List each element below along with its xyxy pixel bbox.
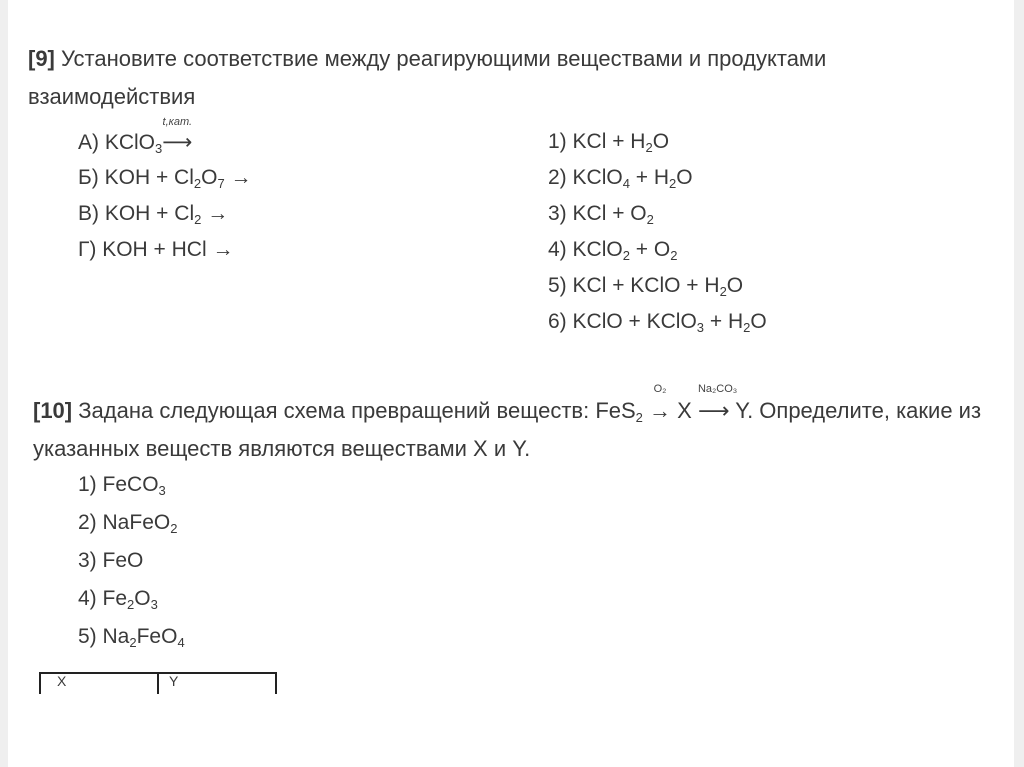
q9-left-item-label: Г) bbox=[78, 238, 103, 261]
q9-left-item bbox=[78, 202, 228, 226]
q9-left-item-formula: KOH + $Cl_2$ → bbox=[104, 202, 229, 227]
q10-arrow1-label: O₂ bbox=[653, 383, 667, 395]
answer-table bbox=[39, 672, 277, 694]
q10-title-line1 bbox=[33, 383, 982, 426]
q9-right-item bbox=[548, 274, 743, 298]
q9-right-item-label: 4) bbox=[548, 238, 573, 261]
q9-right-item bbox=[548, 310, 767, 334]
q10-arrow1-glyph: → bbox=[649, 398, 672, 423]
answer-header-y: Y bbox=[169, 673, 179, 689]
q9-right-item bbox=[548, 130, 669, 154]
q9-left-reaction-arrow bbox=[162, 116, 193, 155]
q9-right-item-formula: KCl + KClO + $H_2O$ bbox=[572, 274, 744, 299]
q9-right-item-label: 3) bbox=[548, 202, 573, 225]
answer-cell-x[interactable] bbox=[40, 673, 158, 694]
q9-left-arrow-condition: t,кат. bbox=[162, 116, 193, 128]
q10-title-part2: Y. Определите, какие из bbox=[735, 398, 982, 423]
q10-arrow1 bbox=[649, 383, 672, 426]
q9-right-item-formula: KClO$_2$ + $O_2$ bbox=[572, 238, 678, 263]
q9-title-line2: взаимодействия bbox=[28, 84, 196, 109]
q9-right-item-label: 2) bbox=[548, 166, 573, 189]
answer-header-x: X bbox=[57, 673, 67, 689]
q9-left-item-label: А) bbox=[78, 131, 105, 154]
q9-left-item bbox=[78, 166, 252, 190]
q10-option-item-label: 1) bbox=[78, 473, 103, 496]
q10-title-part1: Задана следующая схема превращений веществ: FeS bbox=[78, 398, 636, 423]
q10-option-item-formula: $Fe_2O_3$ bbox=[102, 587, 158, 612]
q10-option-item-label: 5) bbox=[78, 625, 103, 648]
q9-right-item-label: 1) bbox=[548, 130, 573, 153]
q9-title-line1 bbox=[28, 44, 826, 74]
q9-number: [9] bbox=[28, 46, 55, 71]
q10-option-item-label: 3) bbox=[78, 549, 103, 572]
q10-option-item bbox=[78, 625, 185, 649]
q9-left-item-label: Б) bbox=[78, 166, 105, 189]
q10-option-item bbox=[78, 587, 158, 611]
q10-option-item-formula: FeCO$_3$ bbox=[102, 473, 166, 498]
q9-right-item bbox=[548, 238, 677, 262]
right-frame-border bbox=[1014, 0, 1024, 767]
q10-arrow2-label: Na₂CO₃ bbox=[697, 383, 738, 395]
q9-right-item bbox=[548, 202, 654, 226]
q10-option-item bbox=[78, 473, 166, 497]
q10-fes-subscript: 2 bbox=[635, 410, 643, 425]
q9-right-item-formula: KCl + $H_2O$ bbox=[572, 130, 670, 155]
q10-option-item bbox=[78, 549, 143, 573]
q10-option-item-label: 4) bbox=[78, 587, 103, 610]
q9-left-item-formula: KOH + HCl → bbox=[102, 238, 234, 261]
q9-left-item bbox=[78, 238, 233, 262]
q9-right-item-label: 5) bbox=[548, 274, 573, 297]
q10-option-item bbox=[78, 511, 177, 535]
q9-right-item bbox=[548, 166, 693, 190]
q9-right-item-formula: KClO + KClO$_3$ + $H_2O$ bbox=[572, 310, 767, 335]
q9-left-arrow-glyph: ⟶ bbox=[162, 131, 193, 154]
q10-option-item-label: 2) bbox=[78, 511, 103, 534]
q9-left-item bbox=[78, 116, 193, 156]
q9-right-item-formula: KClO$_4$ + $H_2O$ bbox=[572, 166, 693, 191]
q10-arrow2-glyph: ⟶ bbox=[697, 398, 730, 423]
q9-left-item-formula: KClO$_3$ bbox=[104, 131, 163, 156]
q10-arrow2 bbox=[697, 383, 738, 426]
q10-number: [10] bbox=[33, 398, 73, 423]
answer-cell-y[interactable] bbox=[158, 673, 276, 694]
q9-left-item-label: В) bbox=[78, 202, 105, 225]
q9-right-item-label: 6) bbox=[548, 310, 573, 333]
q10-option-item-formula: FeO bbox=[102, 549, 144, 572]
q10-option-item-formula: NaFeO$_2$ bbox=[102, 511, 178, 536]
q10-option-item-formula: $Na_2FeO_4$ bbox=[102, 625, 185, 650]
q10-title-line2: указанных веществ являются веществами X и Y. bbox=[33, 436, 531, 461]
q10-x-letter: X bbox=[677, 398, 692, 423]
q9-right-item-formula: KCl + $O_2$ bbox=[572, 202, 654, 227]
document-page bbox=[8, 0, 1014, 767]
q9-left-item-formula: KOH + $Cl_2O_7$ → bbox=[104, 166, 252, 191]
left-frame-border bbox=[0, 0, 8, 767]
q9-title-text: Установите соответствие между реагирующими веществами и продуктами bbox=[61, 46, 827, 71]
